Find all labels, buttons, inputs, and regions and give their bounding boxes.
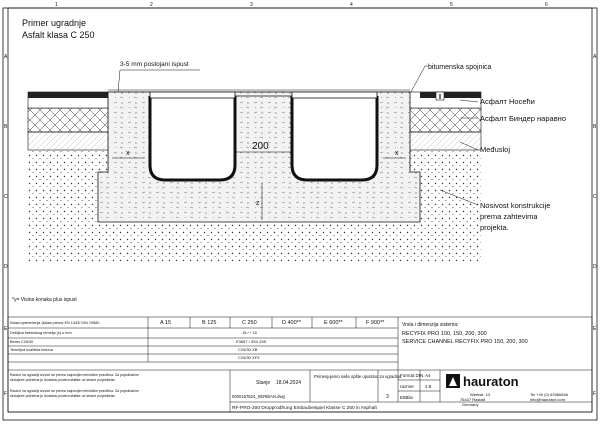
col-2: 2 — [150, 2, 153, 8]
date-value: 18.04.2024 — [276, 380, 302, 386]
class-d400: D 400** — [282, 320, 301, 326]
rev-value: E6Bbv — [400, 395, 414, 400]
row-value-2: E3657 / 3S4 Z05 — [236, 339, 267, 344]
row-a: A — [4, 54, 8, 60]
product-heading: Vrsta i dimenzija sistema: — [402, 322, 459, 328]
class-b125: B 125 — [202, 320, 217, 326]
scale-label: razmer — [400, 384, 415, 389]
title-line1: Primer ugradnje — [22, 18, 87, 28]
row-f-right: F — [593, 391, 597, 397]
label-interlayer: Međusloj — [480, 145, 511, 154]
note-3: Radovi na ugradnji izvode se prema najnovijim tehničkim pravilima. Za pojedinačne — [10, 389, 139, 393]
company-name: hauraton — [463, 374, 519, 389]
row-value-3: C25/30 XB — [238, 347, 258, 352]
col-3: 3 — [250, 2, 253, 8]
dim-x-left: x — [126, 150, 130, 157]
email: info@hauraton.com — [530, 397, 565, 402]
row-f: F — [4, 391, 8, 397]
hauraton-logo — [446, 374, 519, 389]
label-base-2: prema zahtevima — [480, 212, 538, 221]
sheet-number: 3 — [386, 394, 389, 400]
row-label-3: Temeljna kvaliteta betona — [10, 348, 53, 352]
col-6: 6 — [545, 2, 548, 8]
row-c-right: C — [593, 194, 597, 200]
class-c250: C 250 — [242, 320, 257, 326]
drawing-caption: RF-PRO-200 Dropprodfrung Einbaubeispiel Klasse C 250 in Asphalt — [232, 406, 377, 411]
label-base-1: Nosivost konstrukcije — [480, 201, 551, 210]
label-binder: Асфалт Биндер наравно — [480, 114, 566, 123]
format-label: Format DIN — [400, 373, 424, 378]
footnote: *y= Visina konaka plus ispust — [12, 297, 77, 303]
class-label: Klasa opterećenja (klasa prema EN 1433/ DIN 19580 — [10, 321, 100, 325]
channel-right — [292, 92, 377, 180]
note-4: slučajeve potrebna je dodatna provera statike od strane projektanta. — [10, 394, 116, 398]
label-joint: bitumenska spojnica — [428, 64, 492, 71]
product-line2: SERVICE CHANNEL RECYFIX PRO 150, 200, 300 — [402, 339, 528, 345]
class-e600: E 600** — [324, 320, 343, 326]
row-e-right: E — [593, 326, 597, 332]
class-f900: F 900** — [366, 320, 385, 326]
row-value-1: 15 / * 15 — [242, 330, 257, 335]
row-label-1: Debljina betonskog temelja (x) u mm — [10, 331, 72, 335]
phone: Tel +49 (0) 63366666 — [530, 392, 568, 397]
col-5: 5 — [450, 2, 453, 8]
col-4: 4 — [350, 2, 353, 8]
row-value-4: C25/30 XF3 — [238, 355, 260, 360]
row-label-2: Beton C25/30 — [10, 340, 34, 344]
row-a-right: A — [593, 54, 597, 60]
row-b: B — [4, 124, 8, 130]
dim-z: z — [256, 200, 260, 207]
class-a15: A 15 — [160, 320, 172, 326]
drawing-number: 0000157824_SERBIAN.dwg — [232, 394, 285, 399]
row-b-right: B — [593, 124, 597, 130]
title-line2: Asfalt klasa C 250 — [22, 30, 95, 40]
row-d: D — [4, 264, 8, 270]
col-1: 1 — [55, 2, 58, 8]
format-value: A4 — [425, 373, 431, 378]
note-1: Radovi na ugradnji izvode se prema najnovijim tehničkim pravilima. Za pojedinačne — [10, 373, 139, 377]
row-d-right: D — [593, 264, 597, 270]
label-asphalt-top: Асфалт Носећи — [480, 97, 535, 106]
dim-width: 200 — [252, 141, 269, 152]
note-2: slučajeve potrebna je dodatna provera statike od strane projektanta. — [10, 378, 116, 382]
address-1: Werkstr. 13 — [470, 392, 491, 397]
product-line1: RECYFIX PRO 100, 150, 200, 300 — [402, 331, 487, 337]
address-2: 76437 Rastatt — [460, 397, 485, 402]
row-e: E — [4, 326, 8, 332]
channel-left — [150, 92, 235, 180]
leader-gap — [118, 70, 200, 92]
leader-joint — [411, 66, 428, 92]
label-gap: 3-5 mm postojani ispust — [120, 61, 189, 68]
note-box: Primenjujemo naše opšte uputstvo za ugradnju. — [314, 374, 403, 379]
scale-value: 1:8 — [425, 384, 432, 389]
address-3: Germany — [462, 402, 479, 407]
label-base-3: projekta. — [480, 223, 509, 232]
date-label: Stanje — [256, 380, 271, 386]
row-c: C — [4, 194, 8, 200]
dim-x-right: x — [395, 150, 399, 157]
